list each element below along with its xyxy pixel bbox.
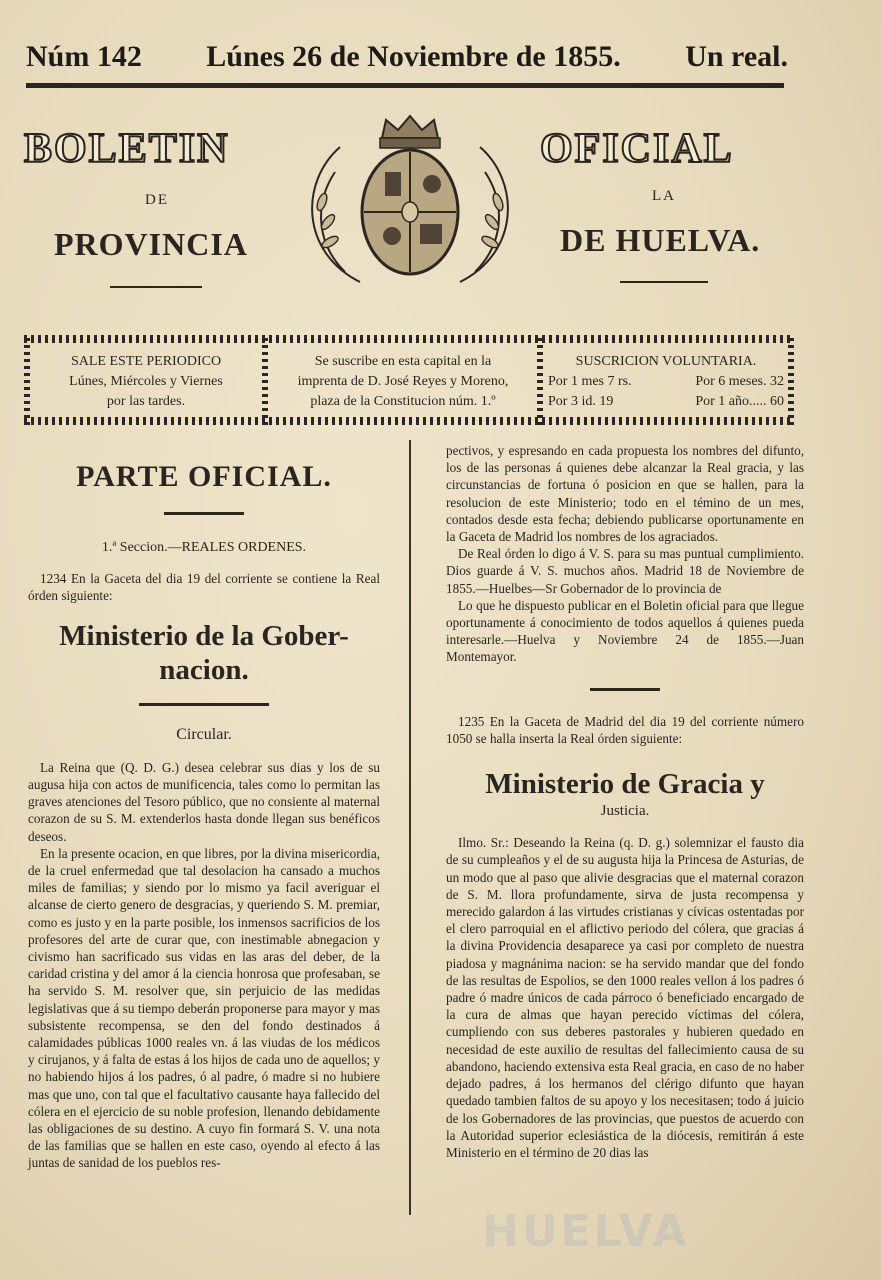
- masthead: [26, 40, 788, 74]
- section-title: PARTE OFICIAL.: [76, 460, 332, 493]
- order-1234-intro: 1234 En la Gaceta del dia 19 del corriente se contiene la Real órden siguiente:: [28, 571, 380, 604]
- publication-schedule: [36, 352, 256, 412]
- title-la: LA: [652, 188, 676, 204]
- title-de: DE: [145, 192, 169, 208]
- right-ornament: [590, 688, 660, 691]
- place-line-1: Se suscribe en esta capital en la: [314, 354, 492, 369]
- title-provincia: PROVINCIA: [54, 226, 248, 262]
- right-column: [446, 442, 804, 1161]
- title-boletin: BOLETIN: [24, 126, 230, 172]
- title-ornament-right: [620, 281, 708, 283]
- royal-crest-emblem: [290, 112, 530, 302]
- right-paragraph-3: Lo que he dispuesto publicar en el Boletin oficial para que llegue oportunamente á conocimiento de todos aquellos á quienes pueda interesarle.—Huelva y Noviembre 24 de 1855.—Juan Montemayor.: [446, 597, 804, 665]
- ministry-heading-gracia: Ministerio de Gracia y: [485, 768, 765, 801]
- subsection-heading: 1.ª Seccion.—REALES ORDENES.: [101, 540, 307, 555]
- prices-title: SUSCRICION VOLUNTARIA.: [575, 354, 757, 369]
- subscription-box: [24, 335, 794, 425]
- ministry-heading-gobernacion: Ministerio de la Gober-nacion.: [59, 619, 349, 686]
- box-border-top: [24, 335, 794, 343]
- price-1-year: Por 1 año..... 60: [695, 394, 784, 409]
- archive-watermark: HUELVA: [482, 1206, 690, 1257]
- left-paragraph-2: En la presente ocacion, en que libres, por la divina misericordia, de la cruel enfermedad que tal desolacion ha cansado a muchos miles de familias; y siendo por lo mismo ya facil averiguar el alcanse de cierto genero de desgracias, y queriendo S. M. premiar, como es justo y en la parte posible, los inmensos sacrificios de los profesores del arte de curar que, con inestimable abnegacion y civismo han sacrificado sus vidas en las aras del deber, de la caridad cristina y del amor á la ciencia honrosa que profesaban, se ha servido S. M. resolver que, sin perjuicio de las medidas legislativas que á su tiempo deberán proponerse para mayor y mas subsistente recompensa, se den del fondo destinados á calamidades públicas 1000 reales vn. á las viudas de los médicos y cirujanos, y á falta de estas á los hijos de cada uno de aquellos; y no habiendo hijos á los padres, ó al padre, ó madre si no hubiere mas que uno, con tal que el facultativo causante haya fallecido del cólera en el ejercicio de su noble profesion, llenando debidamente las obligaciones de su destino. A cuyo fin formará S. V. una nota de las familias que se hallen en este caso, oyendo al efecto á las juntas de sanidad de los pueblos res-: [28, 845, 380, 1171]
- subscription-place: [274, 352, 532, 412]
- issue-number: Núm 142: [26, 40, 142, 73]
- order-1235-intro: 1235 En la Gaceta de Madrid del dia 19 del corriente número 1050 se halla inserta la Real órden siguiente:: [446, 713, 804, 746]
- title-ornament-left: [110, 286, 202, 288]
- title-huelva: DE HUELVA.: [560, 222, 761, 258]
- price-3-months: Por 3 id. 19: [548, 394, 614, 409]
- title-oficial: OFICIAL: [540, 126, 734, 172]
- schedule-line-1: SALE ESTE PERIODICO: [70, 354, 222, 369]
- subscription-prices: [548, 352, 784, 412]
- place-line-3: plaza de la Constitucion núm. 1.º: [310, 394, 496, 409]
- right-paragraph-2: De Real órden lo digo á V. S. para su mas puntual cumplimiento. Dios guarde á V. S. muchos años. Madrid 18 de Noviembre de 1855.—Huelbes—Sr Gobernador de lo provincia de: [446, 546, 804, 596]
- column-divider: [409, 440, 411, 1215]
- place-line-2: imprenta de D. José Reyes y Moreno,: [297, 374, 509, 389]
- schedule-line-3: por las tardes.: [106, 394, 186, 409]
- schedule-line-2: Lúnes, Miércoles y Viernes: [69, 374, 223, 389]
- issue-date: Lúnes 26 de Noviembre de 1855.: [206, 40, 621, 73]
- left-column: [28, 460, 380, 1172]
- ministry-heading-justicia: Justicia.: [600, 803, 650, 820]
- ministry-ornament: [139, 703, 269, 706]
- box-divider-2: [537, 335, 543, 425]
- price-6-months: Por 6 meses. 32: [695, 374, 784, 389]
- box-divider-1: [262, 335, 268, 425]
- left-paragraph-1: La Reina que (Q. D. G.) desea celebrar sus dias y los de su augusa hija con actos de munificencia, tales como lo permitan las graves atenciones del Tesoro público, que no consiente al maternal corazon de su S. M. extenderlos hasta donde llegan sus benéficos deseos.: [28, 759, 380, 844]
- box-border-right: [788, 335, 794, 425]
- circular-heading: Circular.: [176, 725, 232, 743]
- right-paragraph-4: Ilmo. Sr.: Deseando la Reina (q. D. g.) solemnizar el fausto dia de su cumpleaños y el de su augusta hija la Princesa de Asturias, de un modo que al paso que alivie desgracias que el maternal corazon de S. M. llora profundamente, sirva de justa recompensa y merecido galardon á las virtudes cristianas y cívicas ostentadas por el clero parroquial en el aflictivo periodo del cólera, que gracias á la divina Providencia desaparece ya casi por completo de nuestra piadosa y magnánima nacion: se ha servido mandar que del fondo de las resultas de Espolios, se den 1000 reales vellon á los padres ó padre ó madre únicos de cada párroco ó beneficiado encargado de la cura de almas que hayan perecido víctimas del cólera, cumpliendo con sus deberes pastorales y hubieren quedado en necesidad de este auxilio de resultas del fallecimiento causa de su abandono, haciendo extensiva esta Real gracia, en caso de no haber dejado padres, á los hermanos del clérigo difunto que hayan quedado tambien faltos de su apoyo y los necesitasen; todo á juicio de los Gobernadores de las provincias, que puestos de acuerdo con la Autoridad superior eclesiástica de la diócesis, remitirán á este Ministerio en el término de 20 dias las: [446, 835, 804, 1160]
- issue-price: Un real.: [685, 40, 788, 73]
- right-paragraph-1: pectivos, y espresando en cada propuesta los nombres del difunto, los de las personas á quienes debe alcanzar la Real gracia, y las circunstancias de fortuna ó posicion en que se hallen, para la resolucion de este Ministerio; todo en el témino de un mes, contados desde esta fecha; debiendo publicarse oportunamente en la Gaceta de Madrid los nombres de los agraciados.: [446, 443, 804, 545]
- box-border-bottom: [24, 417, 794, 425]
- masthead-rule: [26, 83, 784, 88]
- box-border-left: [24, 335, 30, 425]
- price-1-month: Por 1 mes 7 rs.: [548, 374, 632, 389]
- section-ornament: [164, 512, 244, 515]
